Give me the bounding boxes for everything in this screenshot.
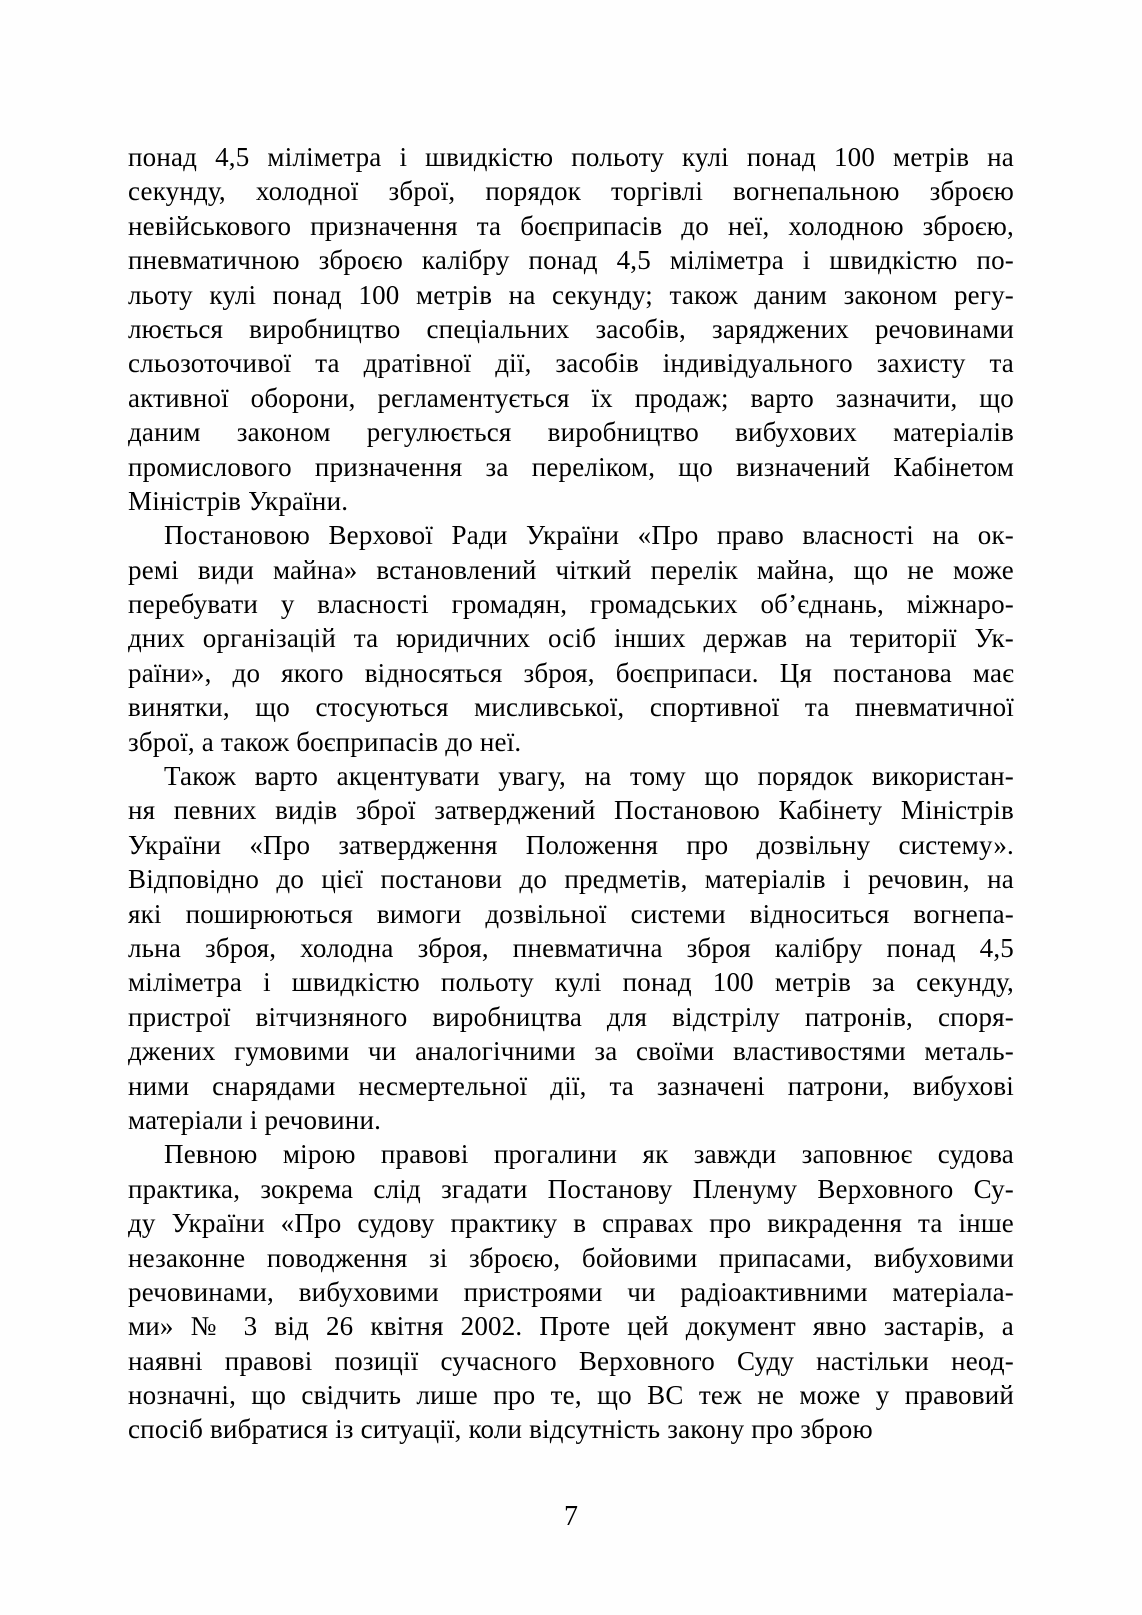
text-line: зброї, а також боєприпасів до неї.	[128, 726, 522, 757]
paragraph	[128, 518, 1014, 759]
text-line: Постановою Верхової Ради України «Про право власності на ок-	[164, 520, 1014, 551]
text-line: які поширюються вимоги дозвільної системи відноситься вогнепа-	[128, 898, 1014, 929]
text-line: незаконне поводження зі зброєю, бойовими припасами, вибуховими	[128, 1242, 1014, 1273]
text-line: винятки, що стосуються мисливської, спортивної та пневматичної	[128, 692, 1014, 723]
text-line: раїни», до якого відносяться зброя, боєприпаси. Ця постанова має	[128, 657, 1014, 688]
text-line: Також варто акцентувати увагу, на тому що порядок використан-	[164, 761, 1014, 792]
text-line: перебувати у власності громадян, громадських об’єднань, міжнаро-	[128, 589, 1014, 620]
text-line: нозначні, що свідчить лише про те, що ВС теж не може у правовий	[128, 1380, 1014, 1411]
text-line: понад 4,5 міліметра і швидкістю польоту кулі понад 100 метрів на	[128, 142, 1014, 172]
paragraph	[128, 1137, 1014, 1447]
text-line: люється виробництво спеціальних засобів, заряджених речовинами	[128, 313, 1014, 344]
text-line: Міністрів України.	[128, 485, 349, 516]
text-line: наявні правові позиції сучасного Верховного Суду настільки неод-	[128, 1345, 1014, 1376]
text-line: льна зброя, холодна зброя, пневматична зброя калібру понад 4,5	[128, 932, 1014, 963]
text-line: Певною мірою правові прогалини як завжди заповнює судова	[164, 1139, 1014, 1170]
text-line: ду України «Про судову практику в справах про викрадення та інше	[128, 1208, 1014, 1239]
text-line: ня певних видів зброї затверджений Постановою Кабінету Міністрів	[128, 795, 1014, 826]
page-number: 7	[564, 1501, 578, 1532]
text-line: Відповідно до цієї постанови до предметів, матеріалів і речовин, на	[128, 864, 1014, 895]
text-line: речовинами, вибуховими пристроями чи радіоактивними матеріала-	[128, 1276, 1014, 1307]
text-line: невійськового призначення та боєприпасів до неї, холодною зброєю,	[128, 210, 1014, 241]
text-line: промислового призначення за переліком, що визначений Кабінетом	[128, 451, 1014, 482]
paragraph	[128, 759, 1014, 1137]
text-line: активної оборони, регламентується їх продаж; варто зазначити, що	[128, 382, 1014, 413]
text-line: спосіб вибратися із ситуації, коли відсутність закону про зброю	[128, 1414, 873, 1445]
text-line: України «Про затвердження Положення про дозвільну систему».	[128, 829, 1014, 860]
body-text	[128, 140, 1014, 1447]
text-line: сльозоточивої та дратівної дії, засобів індивідуального захисту та	[128, 348, 1014, 379]
text-line: практика, зокрема слід згадати Постанову Пленуму Верховного Су-	[128, 1173, 1014, 1204]
text-line: дних організацій та юридичних осіб інших держав на території Ук-	[128, 623, 1014, 654]
text-line: матеріали і речовини.	[128, 1104, 382, 1135]
text-line: міліметра і швидкістю польоту кулі понад 100 метрів за секунду,	[128, 967, 1014, 998]
text-line: ми» № 3 від 26 квітня 2002. Проте цей документ явно застарів, а	[128, 1311, 1014, 1342]
text-line: пневматичною зброєю калібру понад 4,5 міліметра і швидкістю по-	[128, 245, 1014, 276]
text-line: секунду, холодної зброї, порядок торгівлі вогнепальною зброєю	[128, 176, 1014, 207]
text-line: джених гумовими чи аналогічними за своїми властивостями металь-	[128, 1036, 1014, 1067]
text-line: ними снарядами несмертельної дії, та зазначені патрони, вибухові	[128, 1070, 1014, 1101]
text-line: даним законом регулюється виробництво вибухових матеріалів	[128, 417, 1014, 448]
text-line: льоту кулі понад 100 метрів на секунду; також даним законом регу-	[128, 279, 1014, 310]
text-line: ремі види майна» встановлений чіткий перелік майна, що не може	[128, 554, 1014, 585]
text-line: пристрої вітчизняного виробництва для відстрілу патронів, споря-	[128, 1001, 1014, 1032]
paragraph	[128, 140, 1014, 518]
